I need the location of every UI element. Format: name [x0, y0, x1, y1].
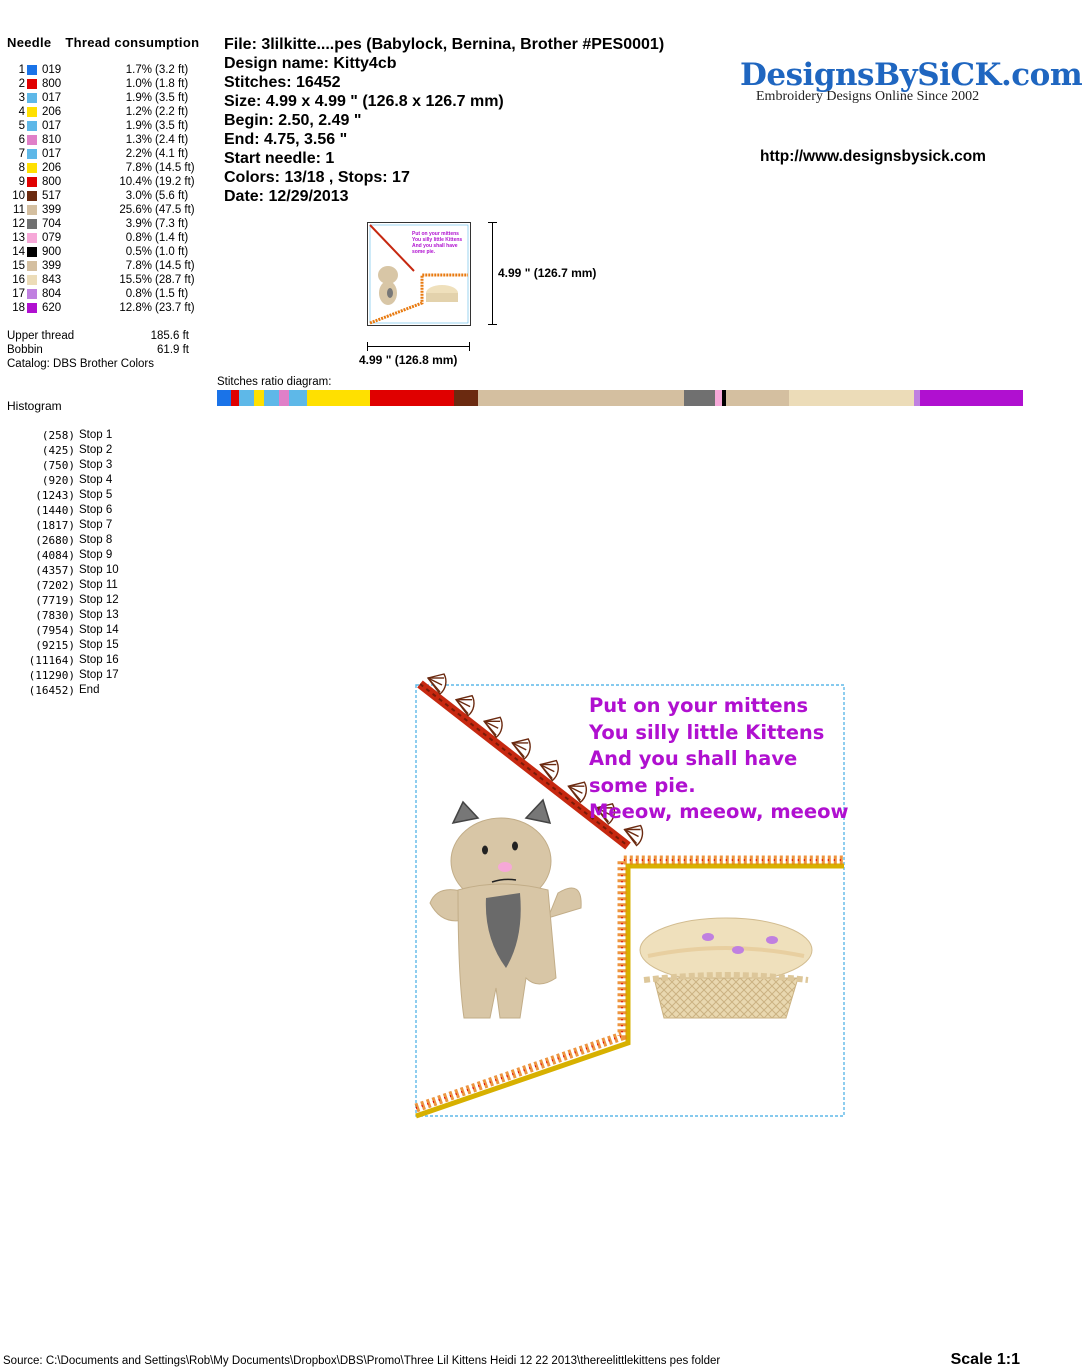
- needle-number: 2: [18, 78, 25, 90]
- thread-code: 517: [42, 190, 62, 202]
- needle-number: 3: [18, 92, 25, 104]
- stop-count: (9215): [35, 639, 75, 652]
- color-swatch: [27, 135, 37, 145]
- color-swatch: [27, 121, 37, 131]
- thread-percent: 25.6%: [119, 204, 152, 216]
- thumbnail-preview: [368, 223, 470, 325]
- height-dimension-label: 4.99 " (126.7 mm): [498, 266, 597, 280]
- histogram-stop: [0, 654, 180, 669]
- stop-label: Stop 3: [79, 459, 113, 471]
- color-swatch: [27, 205, 37, 215]
- thread-length: (1.4 ft): [155, 232, 189, 244]
- stop-label: Stop 11: [79, 579, 118, 591]
- thread-length: (23.7 ft): [155, 302, 195, 314]
- stitch-ratio-bar: [217, 390, 1023, 406]
- thread-length: (1.0 ft): [155, 246, 189, 258]
- color-swatch: [27, 93, 37, 103]
- rhyme-line-3: And you shall have: [589, 747, 798, 770]
- color-swatch: [27, 163, 37, 173]
- histogram-stop: [0, 594, 180, 609]
- thread-length: (2.4 ft): [155, 134, 189, 146]
- thread-code: 017: [42, 92, 62, 104]
- thread-row: [0, 175, 210, 189]
- ratio-segment: [239, 390, 254, 406]
- ratio-segment: [726, 390, 789, 406]
- color-swatch: [27, 79, 37, 89]
- thread-row: [0, 119, 210, 133]
- needle-number: 11: [13, 204, 25, 216]
- needle-number: 6: [18, 134, 25, 146]
- stop-count: (2680): [35, 534, 75, 547]
- thread-percent: 1.7%: [125, 64, 152, 76]
- bobbin-value: 61.9 ft: [157, 344, 189, 356]
- histogram-stop: [0, 444, 180, 459]
- pie-figure: [640, 918, 812, 1018]
- histogram-stop: [0, 549, 180, 564]
- thread-length: (7.3 ft): [155, 218, 189, 230]
- stop-label: Stop 5: [79, 489, 113, 501]
- file-line: File: 3lilkitte....pes (Babylock, Bernina, Brother #PES0001): [224, 36, 665, 53]
- thread-row: [0, 91, 210, 105]
- needle-number: 15: [12, 260, 25, 272]
- stop-label: Stop 4: [79, 474, 113, 486]
- width-tick-left: [367, 342, 368, 351]
- thread-row: [0, 203, 210, 217]
- thread-code: 017: [42, 120, 62, 132]
- thread-code: 399: [42, 260, 62, 272]
- histogram-stop: [0, 564, 180, 579]
- stop-label: Stop 9: [79, 549, 113, 561]
- thread-percent: 0.8%: [125, 288, 152, 300]
- color-swatch: [27, 289, 37, 299]
- needle-number: 14: [12, 246, 25, 258]
- thread-row: [0, 161, 210, 175]
- stop-label: Stop 6: [79, 504, 113, 516]
- thread-row: [0, 77, 210, 91]
- thread-code: 206: [42, 106, 62, 118]
- design-name-line: Design name: Kitty4cb: [224, 55, 397, 72]
- thread-length: (2.2 ft): [155, 106, 189, 118]
- histogram-stop: [0, 684, 180, 699]
- stop-label: Stop 12: [79, 594, 119, 606]
- color-swatch: [27, 275, 37, 285]
- stop-count: (7954): [35, 624, 75, 637]
- histogram-stop: [0, 609, 180, 624]
- stop-label: Stop 16: [79, 654, 119, 666]
- rhyme-line-5: Meeow, meeow, meeow: [589, 800, 849, 823]
- thread-percent: 7.8%: [125, 162, 152, 174]
- thread-length: (47.5 ft): [155, 204, 195, 216]
- ratio-segment: [920, 390, 1023, 406]
- end-line: End: 4.75, 3.56 ": [224, 131, 348, 148]
- stop-label: Stop 1: [79, 429, 113, 441]
- upper-thread-value: 185.6 ft: [150, 330, 189, 342]
- stop-count: (258): [41, 429, 75, 442]
- stop-label: Stop 15: [79, 639, 119, 651]
- svg-text:And you shall have: And you shall have: [412, 243, 458, 249]
- thread-length: (14.5 ft): [155, 162, 195, 174]
- color-swatch: [27, 149, 37, 159]
- website-url[interactable]: http://www.designsbysick.com: [760, 148, 986, 165]
- thread-percent: 12.8%: [119, 302, 152, 314]
- stop-count: (1243): [35, 489, 75, 502]
- thread-row: [0, 147, 210, 161]
- thread-percent: 1.9%: [125, 120, 152, 132]
- thread-length: (1.8 ft): [155, 78, 189, 90]
- stop-label: Stop 17: [79, 669, 119, 681]
- thread-code: 019: [42, 64, 62, 76]
- histogram-stop: [0, 579, 180, 594]
- ratio-segment: [254, 390, 264, 406]
- needle-number: 9: [18, 176, 25, 188]
- color-swatch: [27, 233, 37, 243]
- stop-count: (16452): [28, 684, 75, 697]
- thread-row: [0, 133, 210, 147]
- thread-code: 704: [42, 218, 62, 230]
- needle-header: Needle: [7, 35, 52, 50]
- thread-percent: 0.8%: [125, 232, 152, 244]
- thread-code: 843: [42, 274, 62, 286]
- thread-row: [0, 259, 210, 273]
- stitches-line: Stitches: 16452: [224, 74, 341, 91]
- stop-count: (1817): [35, 519, 75, 532]
- thread-percent: 7.8%: [125, 260, 152, 272]
- width-tick-right: [469, 342, 470, 351]
- ratio-segment: [279, 390, 289, 406]
- thread-table-header: [7, 35, 209, 50]
- histogram-stop: [0, 489, 180, 504]
- stop-count: (7830): [35, 609, 75, 622]
- color-swatch: [27, 191, 37, 201]
- ratio-segment: [370, 390, 454, 406]
- stop-count: (4357): [35, 564, 75, 577]
- rhyme-line-2: You silly little Kittens: [589, 720, 825, 744]
- thread-row: [0, 105, 210, 119]
- ratio-label: Stitches ratio diagram:: [217, 376, 332, 388]
- thread-length: (14.5 ft): [155, 260, 195, 272]
- upper-thread-label: Upper thread: [7, 330, 75, 342]
- needle-number: 4: [18, 106, 25, 118]
- svg-text:You silly little Kittens: You silly little Kittens: [412, 237, 463, 243]
- thread-length: (4.1 ft): [155, 148, 189, 160]
- thread-length: (3.5 ft): [155, 120, 189, 132]
- histogram-stop: [0, 474, 180, 489]
- logo-tagline: Embroidery Designs Online Since 2002: [756, 89, 980, 104]
- height-tick-top: [488, 222, 497, 223]
- ratio-segment: [684, 390, 715, 406]
- needle-number: 16: [12, 274, 25, 286]
- thread-row: [0, 231, 210, 245]
- histogram-stop: [0, 519, 180, 534]
- color-swatch: [27, 107, 37, 117]
- ratio-segment: [478, 390, 684, 406]
- catalog-text: Catalog: DBS Brother Colors: [7, 358, 155, 370]
- ratio-segment: [217, 390, 231, 406]
- ratio-segment: [264, 390, 279, 406]
- thread-code: 800: [42, 78, 62, 90]
- histogram-stop: [0, 504, 180, 519]
- thread-percent: 3.9%: [125, 218, 152, 230]
- stop-count: (4084): [35, 549, 75, 562]
- needle-number: 12: [12, 218, 25, 230]
- histogram-stop: [0, 669, 180, 684]
- thread-percent: 1.2%: [125, 106, 152, 118]
- rhyme-line-1: Put on your mittens: [589, 694, 809, 717]
- stop-count: (1440): [35, 504, 75, 517]
- histogram-stop: [0, 624, 180, 639]
- stop-count: (11290): [28, 669, 75, 682]
- width-dimension-line: [367, 346, 469, 347]
- thread-row: [0, 189, 210, 203]
- needle-number: 18: [12, 302, 25, 314]
- thread-percent: 1.3%: [125, 134, 152, 146]
- stop-count: (7202): [35, 579, 75, 592]
- thread-code: 810: [42, 134, 62, 146]
- thread-percent: 3.0%: [125, 190, 152, 202]
- thread-row: [0, 273, 210, 287]
- thread-percent: 15.5%: [119, 274, 152, 286]
- stop-label: Stop 7: [79, 519, 113, 531]
- colors-line: Colors: 13/18 , Stops: 17: [224, 169, 410, 186]
- kitten-figure: [430, 800, 581, 1018]
- source-path: Source: C:\Documents and Settings\Rob\My Documents\Dropbox\DBS\Promo\Three Lil Kittens Heidi 12 22 2013\thereelittlekittens pes folder: [3, 1355, 721, 1367]
- thread-code: 800: [42, 176, 62, 188]
- width-dimension-label: 4.99 " (126.8 mm): [359, 353, 458, 367]
- logo-main-text: DesignsBySiCK.com: [740, 57, 1082, 93]
- histogram-stop: [0, 639, 180, 654]
- thread-row: [0, 245, 210, 259]
- thread-table: [0, 63, 215, 315]
- stop-label: Stop 8: [79, 534, 113, 546]
- color-swatch: [27, 261, 37, 271]
- needle-number: 7: [18, 148, 25, 160]
- stop-label: Stop 2: [79, 444, 113, 456]
- rhyme-line-4: some pie.: [589, 773, 696, 797]
- thread-code: 399: [42, 204, 62, 216]
- ratio-segment: [307, 390, 370, 406]
- thread-code: 804: [42, 288, 62, 300]
- histogram-stop: [0, 429, 180, 444]
- bobbin-label: Bobbin: [7, 344, 43, 356]
- svg-text:Put on your mittens: Put on your mittens: [412, 231, 459, 237]
- color-swatch: [27, 219, 37, 229]
- thread-code: 206: [42, 162, 62, 174]
- needle-number: 17: [12, 288, 25, 300]
- stop-count: (11164): [28, 654, 75, 667]
- stop-count: (750): [41, 459, 75, 472]
- thread-length: (28.7 ft): [155, 274, 195, 286]
- size-line: Size: 4.99 x 4.99 " (126.8 x 126.7 mm): [224, 93, 504, 110]
- histogram-stop: [0, 459, 180, 474]
- color-swatch: [27, 177, 37, 187]
- needle-number: 5: [18, 120, 25, 132]
- histogram-title: Histogram: [7, 399, 62, 413]
- begin-line: Begin: 2.50, 2.49 ": [224, 112, 362, 129]
- designsbysick-logo: [740, 57, 1082, 105]
- thread-percent: 2.2%: [125, 148, 152, 160]
- bobbin-row: [7, 344, 189, 356]
- histogram-list: [0, 429, 190, 701]
- thread-percent: 0.5%: [125, 246, 152, 258]
- thread-row: [0, 301, 210, 315]
- thread-row: [0, 287, 210, 301]
- stop-count: (920): [41, 474, 75, 487]
- thread-row: [0, 63, 210, 77]
- thread-code: 900: [42, 246, 62, 258]
- thread-code: 620: [42, 302, 62, 314]
- thread-length: (3.2 ft): [155, 64, 189, 76]
- ratio-segment: [289, 390, 307, 406]
- stop-label: Stop 13: [79, 609, 119, 621]
- color-swatch: [27, 303, 37, 313]
- thread-percent: 1.9%: [125, 92, 152, 104]
- needle-number: 1: [18, 64, 25, 76]
- color-swatch: [27, 247, 37, 257]
- stop-label: End: [79, 684, 100, 696]
- needle-number: 13: [12, 232, 25, 244]
- svg-text:some pie.: some pie.: [412, 249, 436, 255]
- design-rhyme-text: [589, 693, 849, 826]
- thread-percent: 1.0%: [125, 78, 152, 90]
- height-tick-bottom: [488, 324, 497, 325]
- stop-count: (425): [41, 444, 75, 457]
- ratio-segment: [454, 390, 478, 406]
- height-dimension-line: [492, 222, 493, 324]
- consumption-header: Thread consumption: [65, 35, 200, 50]
- stop-label: Stop 14: [79, 624, 119, 636]
- design-info: [224, 35, 664, 206]
- color-swatch: [27, 65, 37, 75]
- thread-percent: 10.4%: [119, 176, 152, 188]
- upper-thread-row: [7, 330, 189, 342]
- thread-length: (3.5 ft): [155, 92, 189, 104]
- thread-code: 017: [42, 148, 62, 160]
- thread-row: [0, 217, 210, 231]
- needle-number: 8: [18, 162, 25, 174]
- needle-number: 10: [12, 190, 25, 202]
- histogram-stop: [0, 534, 180, 549]
- scale-label: Scale 1:1: [950, 1351, 1020, 1368]
- thread-code: 079: [42, 232, 62, 244]
- stop-count: (7719): [35, 594, 75, 607]
- start-needle-line: Start needle: 1: [224, 150, 335, 167]
- thread-length: (5.6 ft): [155, 190, 189, 202]
- ratio-segment: [231, 390, 239, 406]
- date-line: Date: 12/29/2013: [224, 188, 349, 205]
- thread-length: (19.2 ft): [155, 176, 195, 188]
- ratio-segment: [789, 390, 914, 406]
- design-thumbnail: [367, 222, 471, 326]
- thread-length: (1.5 ft): [155, 288, 189, 300]
- stop-label: Stop 10: [79, 564, 119, 576]
